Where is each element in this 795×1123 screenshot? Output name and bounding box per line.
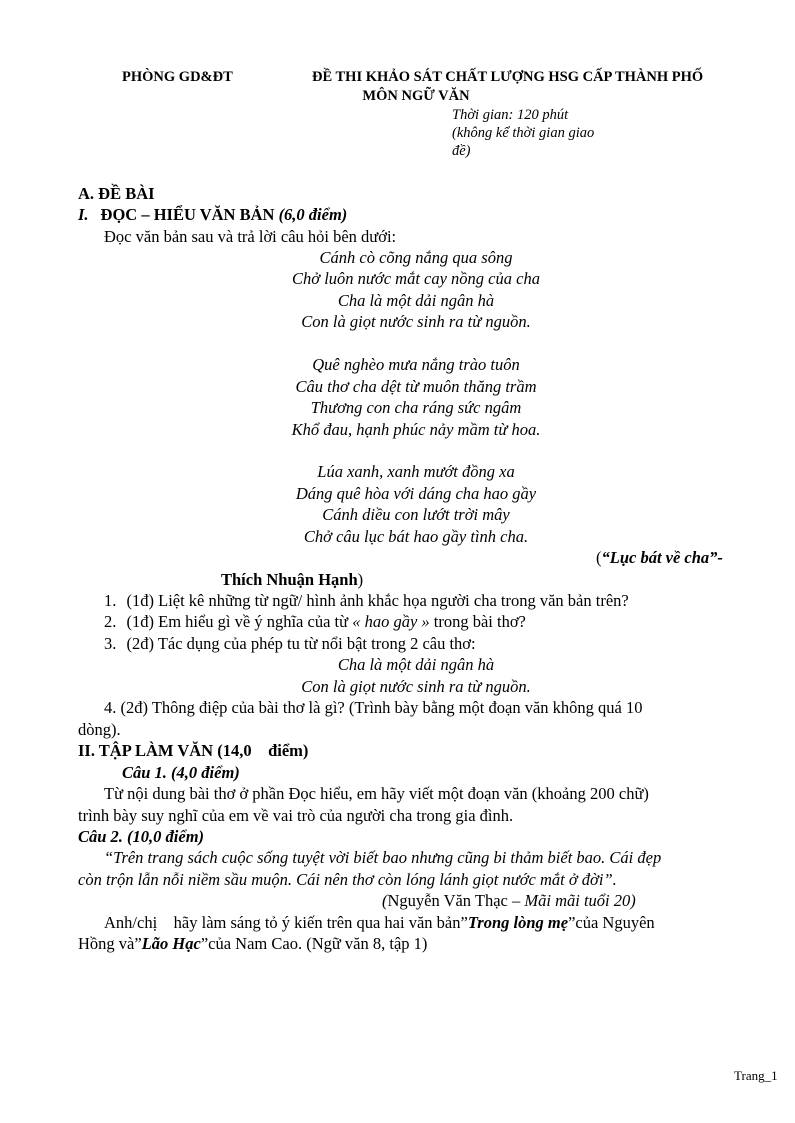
poem-line: Câu thơ cha dệt từ muôn thăng trầm — [295, 377, 537, 396]
cau2-quote-line-2: còn trộn lẫn nỗi niềm sầu muộn. Cái nên thơ còn lóng lánh giọt nước mắt ở đời”. — [78, 870, 617, 889]
question-4-line-2: dòng). — [78, 720, 121, 739]
poem-line: Khổ đau, hạnh phúc nảy mầm từ hoa. — [291, 420, 541, 439]
part1-heading — [78, 205, 347, 225]
attribution-author: Nguyễn Văn Thạc – — [387, 891, 525, 910]
exam-title: ĐỀ THI KHẢO SÁT CHẤT LƯỢNG HSG CẤP THÀNH PHỐ — [312, 69, 704, 85]
cau2-quote-line-1: “Trên trang sách cuộc sống tuyệt vời biết bao nhưng cũng bi thảm biết bao. Cái đẹp — [104, 848, 662, 867]
exam-subject: MÔN NGỮ VĂN — [362, 88, 470, 104]
exam-time-line-2: (không kể thời gian giao — [452, 125, 595, 141]
question-3-poem-line: Con là giọt nước sinh ra từ nguồn. — [301, 677, 531, 696]
cau1-line-1: Từ nội dung bài thơ ở phần Đọc hiểu, em hãy viết một đoạn văn (khoảng 200 chữ) — [104, 784, 649, 803]
poem-line: Thương con cha ráng sức ngâm — [310, 398, 522, 417]
poem-line: Con là giọt nước sinh ra từ nguồn. — [301, 312, 531, 331]
task-text: ”của Nam Cao. (Ngữ văn 8, tập 1) — [200, 934, 428, 953]
question-quote: « hao gầy » — [352, 612, 430, 631]
cau1-title: Câu 1. (4,0 điểm) — [122, 763, 240, 782]
question-number: 2. — [104, 612, 117, 631]
question-text: (2đ) Tác dụng của phép tu từ nổi bật trong 2 câu thơ: — [126, 634, 476, 653]
question-text: (1đ) Em hiểu gì về ý nghĩa của từ — [126, 612, 353, 631]
poem-source-author — [221, 570, 363, 590]
source-author: Thích Nhuận Hạnh — [221, 570, 358, 589]
source-open-paren: ( — [596, 548, 602, 567]
task-text: ”của Nguyên — [568, 913, 655, 932]
question-text-after: trong bài thơ? — [429, 612, 526, 631]
department-name: PHÒNG GD&ĐT — [122, 69, 233, 85]
question-3-poem-line: Cha là một dải ngân hà — [337, 655, 495, 674]
poem-line: Lúa xanh, xanh mướt đồng xa — [317, 462, 515, 481]
exam-time-line-1: Thời gian: 120 phút — [452, 107, 569, 123]
question-text: (1đ) Liệt kê những từ ngữ/ hình ảnh khắc họa người cha trong văn bản trên? — [126, 591, 629, 610]
exam-time-line-3: đề) — [452, 143, 471, 159]
question-4-line-1: 4. (2đ) Thông điệp của bài thơ là gì? (Trình bày bằng một đoạn văn không quá 10 — [104, 698, 643, 717]
reading-instruction: Đọc văn bản sau và trả lời câu hỏi bên dưới: — [104, 227, 397, 246]
question-2 — [104, 612, 526, 632]
cau2-title: Câu 2. (10,0 điểm) — [78, 827, 205, 846]
cau1-line-2: trình bày suy nghĩ của em về vai trò của người cha trong gia đình. — [78, 806, 514, 825]
poem-line: Chở câu lục bát hao gầy tình cha. — [303, 527, 529, 546]
question-3 — [104, 634, 476, 654]
attribution-work: Mãi mãi tuổi 20) — [524, 891, 636, 910]
poem-line: Chở luôn nước mắt cay nồng của cha — [292, 269, 540, 288]
poem-line: Quê nghèo mưa nắng trào tuôn — [312, 355, 520, 374]
poem-line: Cha là một dải ngân hà — [337, 291, 495, 310]
question-1 — [104, 591, 629, 611]
cau2-quote-attribution — [382, 891, 636, 911]
poem-source-title — [596, 548, 723, 568]
poem-line: Cánh cò cõng nắng qua sông — [319, 248, 513, 267]
source-close-paren: ) — [357, 570, 364, 589]
part1-title: ĐỌC – HIỂU VĂN BẢN — [100, 205, 275, 224]
work-title-1: Trong lòng mẹ — [467, 913, 569, 932]
cau2-task-line-2 — [78, 934, 427, 954]
attribution-open-paren: ( — [382, 891, 388, 910]
task-text: Anh/chị hãy làm sáng tỏ ý kiến trên qua hai văn bản” — [104, 913, 468, 932]
page-number: Trang_1 — [734, 1068, 778, 1083]
poem-line: Cánh diều con lướt trời mây — [322, 505, 510, 524]
source-title: “Lục bát về cha”- — [601, 548, 723, 567]
section-heading: A. ĐỀ BÀI — [78, 184, 155, 203]
cau2-task-line-1 — [104, 913, 655, 933]
question-number: 1. — [104, 591, 117, 610]
poem-line: Dáng quê hòa với dáng cha hao gầy — [295, 484, 537, 503]
part2-heading: II. TẬP LÀM VĂN (14,0 điểm) — [78, 741, 309, 760]
part1-number: I. — [78, 205, 89, 224]
task-text: Hồng và” — [78, 934, 142, 953]
work-title-2: Lão Hạc — [141, 934, 201, 953]
question-number: 3. — [104, 634, 117, 653]
part1-score: (6,0 điểm) — [278, 205, 348, 224]
